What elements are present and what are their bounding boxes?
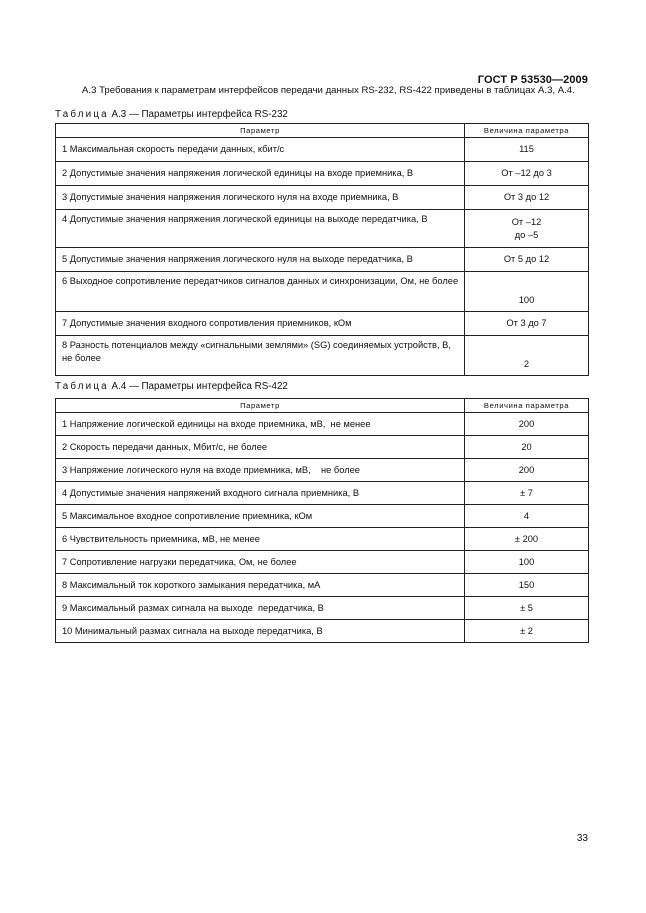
value-cell: 150 — [465, 574, 589, 597]
parameter-cell: 5 Допустимые значения напряжения логического нуля на выходе передатчика, В — [56, 248, 465, 272]
column-header-parameter: Параметр — [56, 399, 465, 413]
table-row — [56, 482, 589, 505]
value-cell: ± 2 — [465, 620, 589, 643]
value-cell: 100 — [465, 272, 589, 312]
parameter-cell: 1 Напряжение логической единицы на входе приемника, мВ, не менее — [56, 413, 465, 436]
parameter-cell: 6 Выходное сопротивление передатчиков сигналов данных и синхронизации, Ом, не более — [56, 272, 465, 312]
value-cell: 200 — [465, 459, 589, 482]
table-row — [56, 336, 589, 376]
value-cell: От 3 до 12 — [465, 186, 589, 210]
parameter-cell: 3 Допустимые значения напряжения логического нуля на входе приемника, В — [56, 186, 465, 210]
column-header-value: Величина параметра — [465, 124, 589, 138]
parameter-cell: 5 Максимальное входное сопротивление приемника, кОм — [56, 505, 465, 528]
value-cell: ± 200 — [465, 528, 589, 551]
value-cell: От 3 до 7 — [465, 312, 589, 336]
parameter-cell: 2 Допустимые значения напряжения логической единицы на входе приемника, В — [56, 162, 465, 186]
value-cell: 2 — [465, 336, 589, 376]
table-a3-caption — [55, 109, 288, 120]
parameter-cell: 3 Напряжение логического нуля на входе приемника, мВ, не более — [56, 459, 465, 482]
parameter-cell: 7 Сопротивление нагрузки передатчика, Ом, не более — [56, 551, 465, 574]
table-header-row — [56, 124, 589, 138]
table-a3-caption-text: А.3 — Параметры интерфейса RS-232 — [111, 109, 288, 120]
value-cell — [465, 210, 589, 248]
value-cell: 115 — [465, 138, 589, 162]
table-row — [56, 210, 589, 248]
parameter-cell: 8 Максимальный ток короткого замыкания передатчика, мА — [56, 574, 465, 597]
value-line: до –5 — [514, 229, 539, 240]
value-cell: 100 — [465, 551, 589, 574]
parameter-cell: 1 Максимальная скорость передачи данных, кбит/с — [56, 138, 465, 162]
table-row — [56, 162, 589, 186]
table-a3-caption-label: Таблица — [55, 109, 109, 120]
table-a4-caption-label: Таблица — [55, 381, 109, 392]
table-row — [56, 459, 589, 482]
table-row — [56, 528, 589, 551]
value-cell: 20 — [465, 436, 589, 459]
table-a3 — [55, 123, 589, 376]
table-row — [56, 272, 589, 312]
parameter-cell: 7 Допустимые значения входного сопротивления приемников, кОм — [56, 312, 465, 336]
value-cell: 4 — [465, 505, 589, 528]
column-header-parameter: Параметр — [56, 124, 465, 138]
table-row — [56, 597, 589, 620]
value-line: От –12 — [511, 217, 542, 227]
document-header: ГОСТ Р 53530—2009 — [477, 74, 588, 86]
value-cell: ± 7 — [465, 482, 589, 505]
parameter-cell: 10 Минимальный размах сигнала на выходе передатчика, В — [56, 620, 465, 643]
column-header-value: Величина параметра — [465, 399, 589, 413]
value-cell: От –12 до 3 — [465, 162, 589, 186]
table-row — [56, 551, 589, 574]
page-number: 33 — [576, 833, 588, 844]
table-header-row — [56, 399, 589, 413]
parameter-cell: 2 Скорость передачи данных, Мбит/с, не более — [56, 436, 465, 459]
value-cell: 200 — [465, 413, 589, 436]
parameter-cell: 9 Максимальный размах сигнала на выходе передатчика, В — [56, 597, 465, 620]
table-row — [56, 505, 589, 528]
table-row — [56, 413, 589, 436]
parameter-cell: 6 Чувствительность приемника, мВ, не менее — [56, 528, 465, 551]
parameter-cell: 4 Допустимые значения напряжения логической единицы на выходе передатчика, В — [56, 210, 465, 248]
parameter-cell: 4 Допустимые значения напряжений входного сигнала приемника, В — [56, 482, 465, 505]
intro-paragraph: А.3 Требования к параметрам интерфейсов передачи данных RS-232, RS-422 приведены в таблицах А.3, А.4. — [82, 85, 575, 96]
table-row — [56, 620, 589, 643]
value-cell: ± 5 — [465, 597, 589, 620]
table-row — [56, 436, 589, 459]
table-row — [56, 138, 589, 162]
table-a4-caption — [55, 381, 288, 392]
table-row — [56, 574, 589, 597]
table-a4-caption-text: А.4 — Параметры интерфейса RS-422 — [111, 381, 288, 392]
table-row — [56, 186, 589, 210]
table-row — [56, 248, 589, 272]
value-cell: От 5 до 12 — [465, 248, 589, 272]
table-a4 — [55, 398, 589, 643]
parameter-cell: 8 Разность потенциалов между «сигнальными землями» (SG) соединяемых устройств, В, не более — [56, 336, 465, 376]
table-row — [56, 312, 589, 336]
